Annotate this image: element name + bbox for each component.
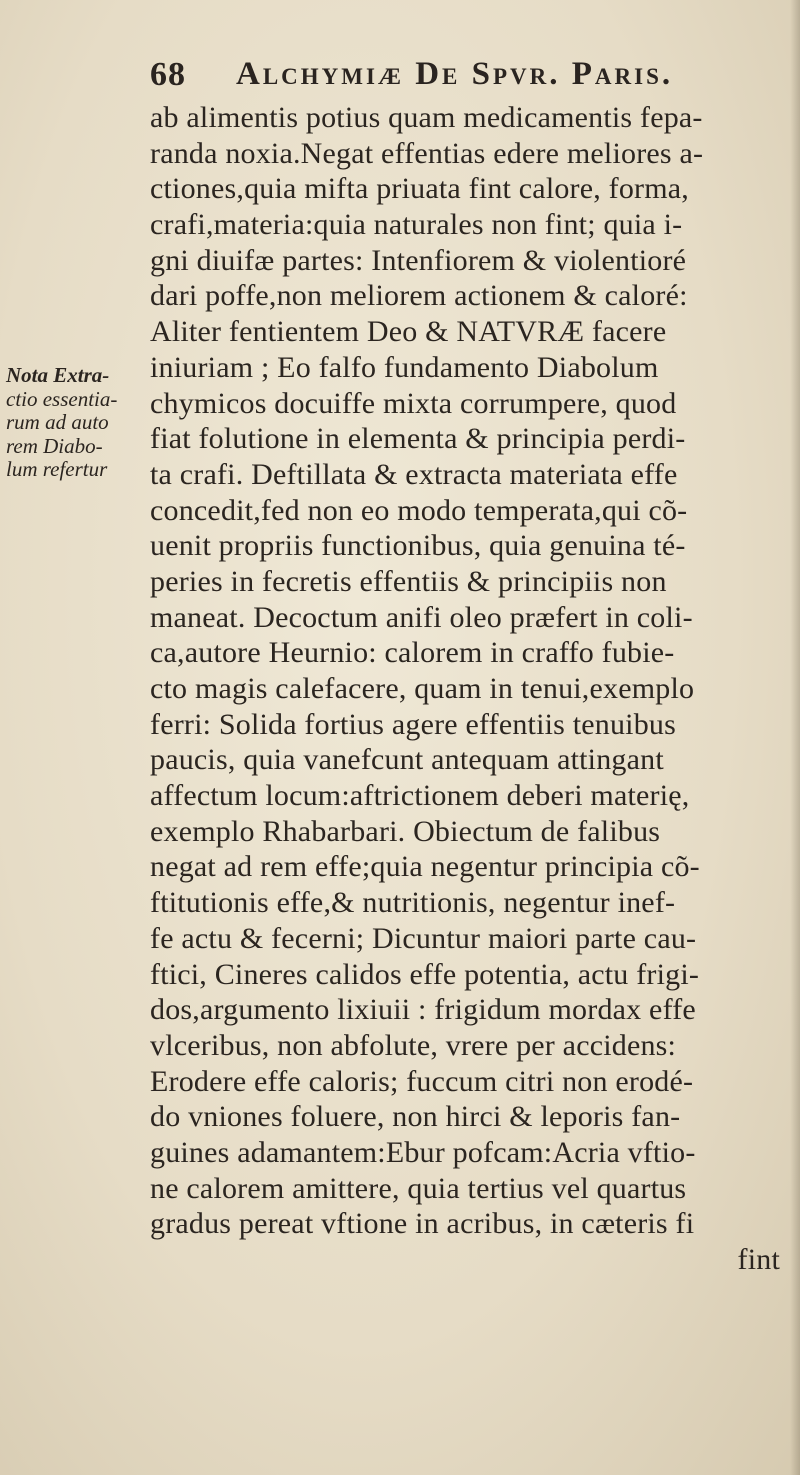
text-line: ferri: Solida fortius agere effentiis tenuibus: [150, 707, 676, 741]
text-line: ta crafi. Deftillata & extracta materiata effe: [150, 457, 678, 491]
main-text-block: [150, 100, 780, 1278]
margin-note-line: rum ad auto: [6, 410, 109, 434]
text-line: chymicos docuiffe mixta corrumpere, quod: [150, 386, 677, 420]
text-line: ctiones,quia mifta priuata fint calore, forma,: [150, 172, 689, 206]
running-title: Alchymiæ De Spvr. Paris.: [236, 56, 674, 92]
text-line: paucis, quia vanefcunt antequam attingant: [150, 743, 664, 777]
catchword: fint: [737, 1243, 780, 1276]
text-line: crafi,materia:quia naturales non fint; quia i-: [150, 208, 683, 242]
text-line: Aliter fentientem Deo & NATVRÆ facere: [150, 315, 667, 349]
text-line: randa noxia.Negat effentias edere meliores a-: [150, 136, 704, 170]
text-line: gni diuifæ partes: Intenfiorem & violentioré: [150, 243, 687, 277]
text-line: dos,argumento lixiuii : frigidum mordax effe: [150, 993, 696, 1027]
text-line: ca,autore Heurnio: calorem in craffo fubie-: [150, 636, 675, 670]
page-number: 68: [150, 56, 186, 93]
text-line: do vniones foluere, non hirci & leporis fan-: [150, 1100, 681, 1134]
margin-note-line: lum refertur: [6, 457, 108, 481]
text-line: uenit propriis functionibus, quia genuina té-: [150, 529, 686, 563]
margin-note-line: ctio essentia-: [6, 386, 118, 411]
text-line: ftitutionis effe,& nutritionis, negentur inef-: [150, 886, 676, 920]
text-line: fiat folutione in elementa & principia perdi-: [150, 422, 686, 456]
text-line: iniuriam ; Eo falfo fundamento Diabolum: [150, 350, 659, 384]
margin-note-line: rem Diabo-: [6, 433, 103, 458]
text-line: negat ad rem effe;quia negentur principia cõ-: [150, 850, 700, 884]
text-line: affectum locum:aftrictionem deberi materię,: [150, 779, 690, 813]
text-line: ab alimentis potius quam medicamentis fepa-: [150, 101, 703, 134]
margin-note-line: Nota Extra-: [6, 363, 110, 387]
text-line: ftici, Cineres calidos effe potentia, actu frigi-: [150, 957, 700, 991]
text-line: exemplo Rhabarbari. Obiectum de falibus: [150, 814, 661, 848]
text-line: concedit,fed non eo modo temperata,qui cõ-: [150, 493, 688, 527]
text-line: peries in fecretis effentiis & principiis non: [150, 564, 667, 598]
text-line: cto magis calefacere, quam in tenui,exemplo: [150, 672, 695, 705]
text-line: guines adamantem:Ebur pofcam:Acria vftio-: [150, 1135, 696, 1169]
text-line: maneat. Decoctum anifi oleo præfert in coli-: [150, 600, 693, 634]
text-line: fe actu & fecerni; Dicuntur maiori parte cau-: [150, 921, 697, 955]
text-line: Erodere effe caloris; fuccum citri non erodé-: [150, 1064, 694, 1098]
text-line: dari poffe,non meliorem actionem & caloré:: [150, 279, 688, 313]
text-line: vlceribus, non abfolute, vrere per accidens:: [150, 1028, 677, 1062]
page-header: [150, 50, 730, 106]
text-line: ne calorem amittere, quia tertius vel quartus: [150, 1171, 687, 1205]
text-line: gradus pereat vftione in acribus, in cæteris fi: [150, 1207, 695, 1241]
marginal-note: [6, 364, 156, 482]
